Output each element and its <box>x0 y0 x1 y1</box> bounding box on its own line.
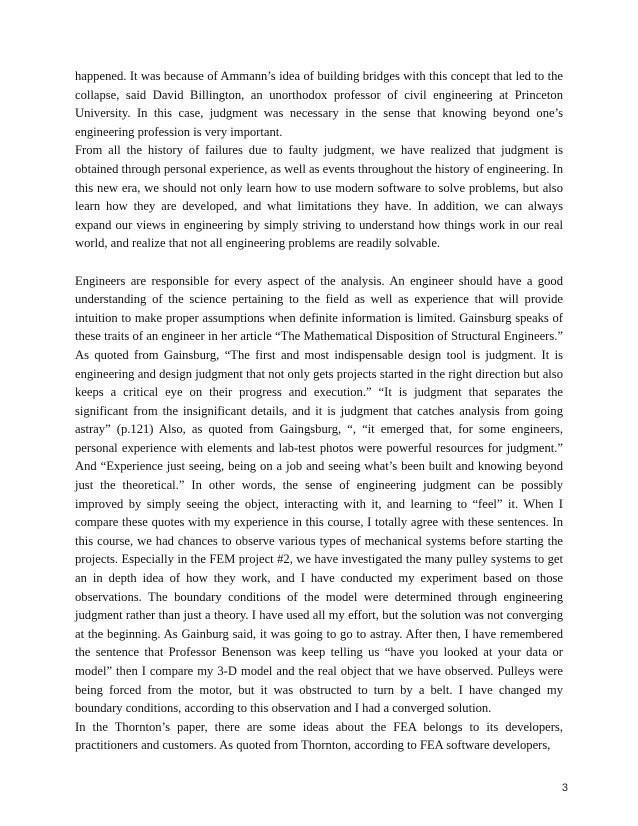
paragraph-4: In the Thornton’s paper, there are some ideas about the FEA belongs to its developers, practitioners and customers. As quoted from Thornton, according to FEA software developers, <box>75 719 563 753</box>
page-number: 3 <box>561 782 568 794</box>
paragraph-3: Engineers are responsible for every aspect of the analysis. An engineer should have a good understanding of the science pertaining to the field as well as experience that will provide intuition to make proper assumptions when definite information is limited. Gainsburg speaks of these traits of an engineer in her article “The Mathematical Disposition of Structural Engineers.” As quoted from Gainsburg, “The first and most indispensable design tool is judgment. It is engineering and design judgment that not only gets projects started in the right direction but also keeps a critical eye on their progress and execution.” “It is judgment that separates the significant from the insignificant details, and it is judgment that catches analysis from going astray” (p.121) Also, as quoted from Gaingsburg, “, “it emerged that, for some engineers, personal experience with elements and lab-test photos were powerful resources for judgment.” And “Experience just seeing, being on a job and seeing what’s been built and knowing beyond just the theoretical.” In other words, the sense of engineering judgment can be possibly improved by simply seeing the object, interacting with it, and learning to “feel” it. When I compare these quotes with my experience in this course, I totally agree with these sentences. In this course, we had chances to observe various types of mechanical systems before starting the projects. Especially in the FEM project #2, we have investigated the many pulley systems to get an in depth idea of how they work, and I have conducted my experiment based on those observations. The boundary conditions of the model were determined through engineering judgment rather than just a theory. I have used all my effort, but the solution was not converging at the beginning. As Gainburg said, it was going to go to astray. After then, I have remembered the sentence that Professor Benenson was keep telling us “have you looked at your data or model” then I compare my 3-D model and the real object that we have observed. Pulleys were being forced from the motor, but it was obstructed to turn by a belt. I have changed my boundary conditions, according to this observation and I had a converged solution. <box>75 273 563 716</box>
paragraph-spacer <box>75 253 563 272</box>
paragraph-2: From all the history of failures due to faulty judgment, we have realized that judgment is obtained through personal experience, as well as events throughout the history of engineering. In this new era, we should not only learn how to use modern software to solve problems, but also learn how they are developed, and what limitations they have. In addition, we can always expand our views in engineering by simply striving to understand how things work in our real world, and realize that not all engineering problems are readily solvable. <box>75 143 563 251</box>
paragraph-1: happened. It was because of Ammann’s idea of building bridges with this concept that led to the collapse, said David Billington, an unorthodox professor of civil engineering at Princeton University. In this case, judgment was necessary in the sense that knowing beyond one’s engineering profession is very important. <box>75 69 563 139</box>
